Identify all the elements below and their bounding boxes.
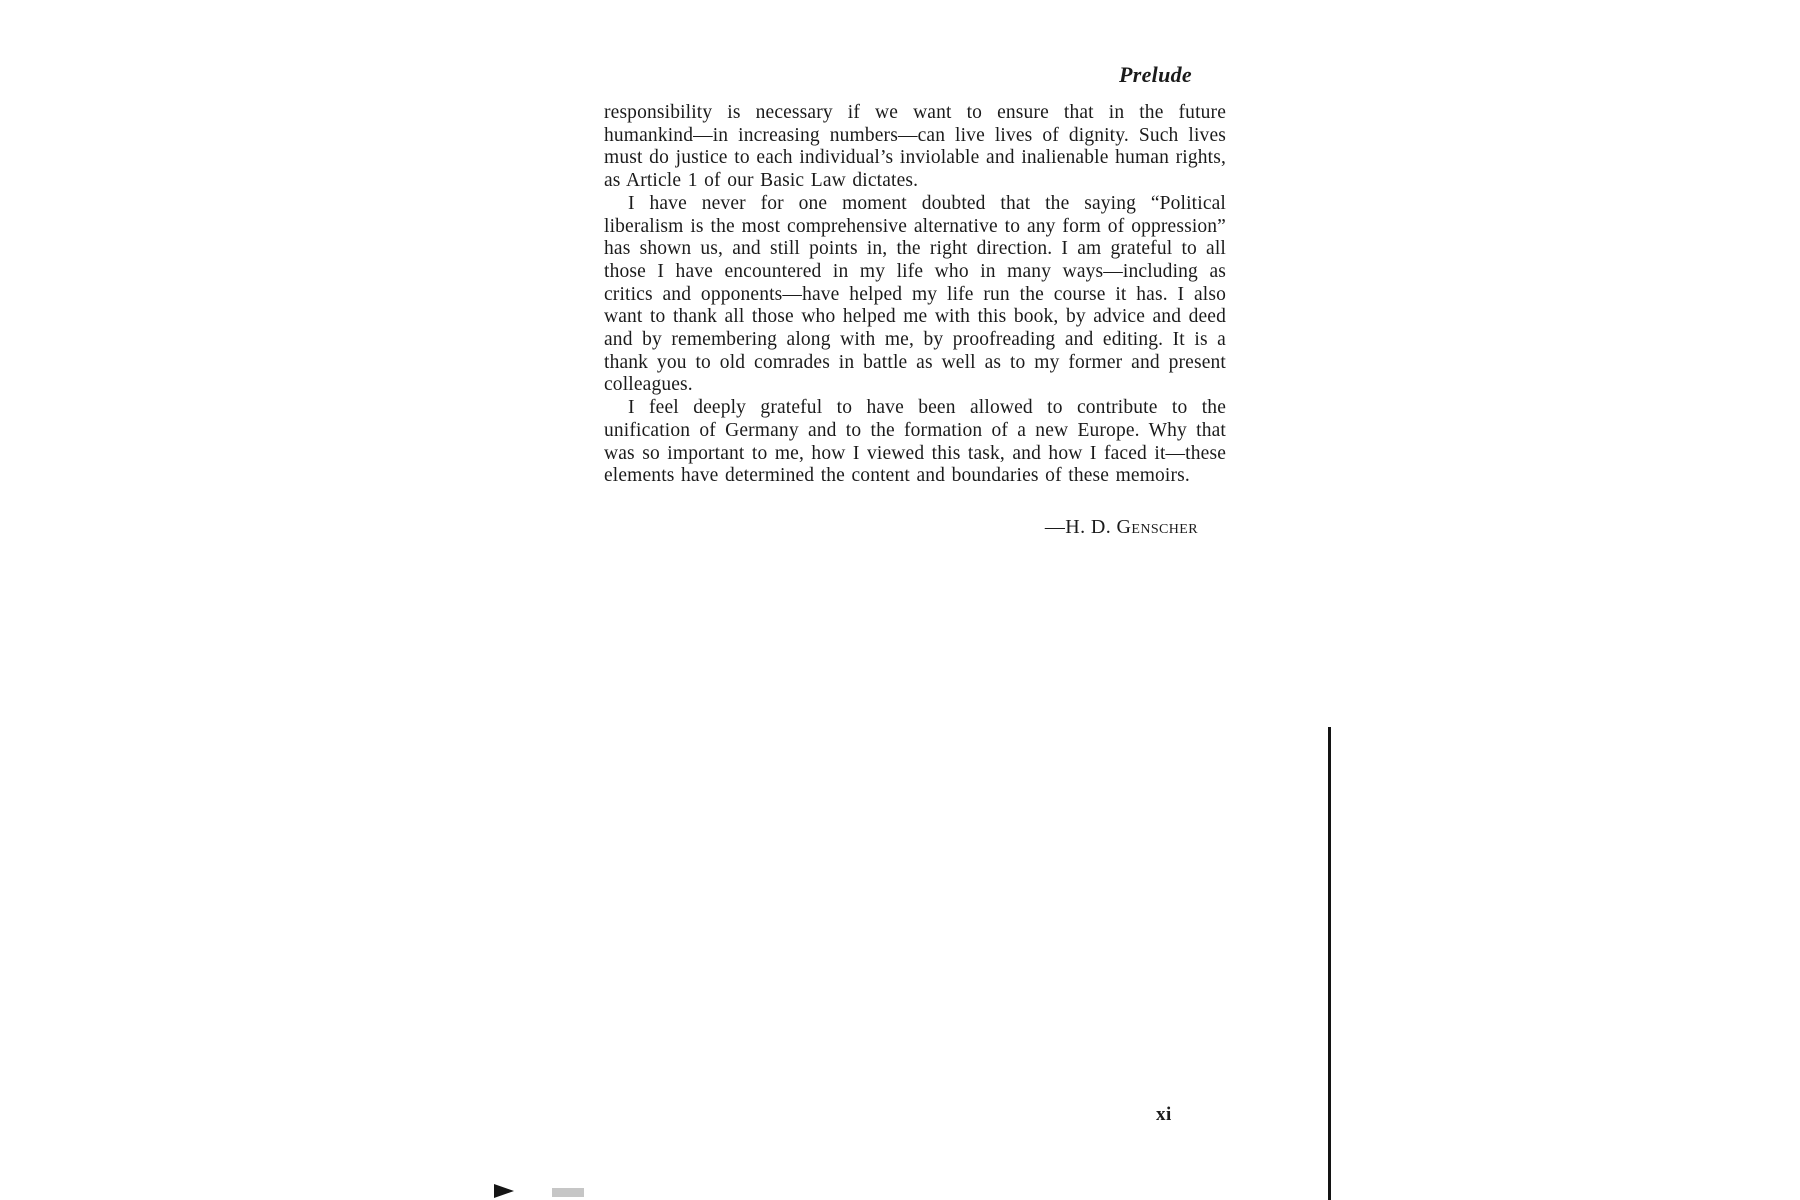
paragraph: I feel deeply grateful to have been allowed to contribute to the unification of Germany and to the formation of a new Europe. Why that was so important to me, how I viewed this task, and how I faced it—these elements have determined the content and boundaries of these memoirs.	[604, 397, 1226, 487]
page-number: xi	[1156, 1104, 1172, 1125]
running-header: Prelude	[1119, 62, 1192, 87]
author-signature: —H. D. Genscher	[1044, 515, 1198, 538]
paragraph: responsibility is necessary if we want to ensure that in the future humankind—in increasing numbers—can live lives of dignity. Such lives must do justice to each individual’s inviolable and inalienable human rights, as Article 1 of our Basic Law dictates.	[604, 102, 1226, 192]
scan-artifact-smudge	[552, 1188, 584, 1197]
paragraph: I have never for one moment doubted that the saying “Political liberalism is the most comprehensive alternative to any form of oppression” has shown us, and still points in, the right direction. I am grateful to all those I have encountered in my life who in many ways—including as critics and opponents—have helped my life run the course it has. I also want to thank all those who helped me with this book, by advice and deed and by remembering along with me, by proofreading and editing. It is a thank you to old comrades in battle as well as to my former and present colleagues.	[604, 192, 1226, 396]
scan-edge-line	[1328, 727, 1331, 1200]
body-text	[604, 102, 1226, 488]
text-column	[604, 62, 1226, 539]
scan-artifact-triangle	[494, 1184, 514, 1198]
